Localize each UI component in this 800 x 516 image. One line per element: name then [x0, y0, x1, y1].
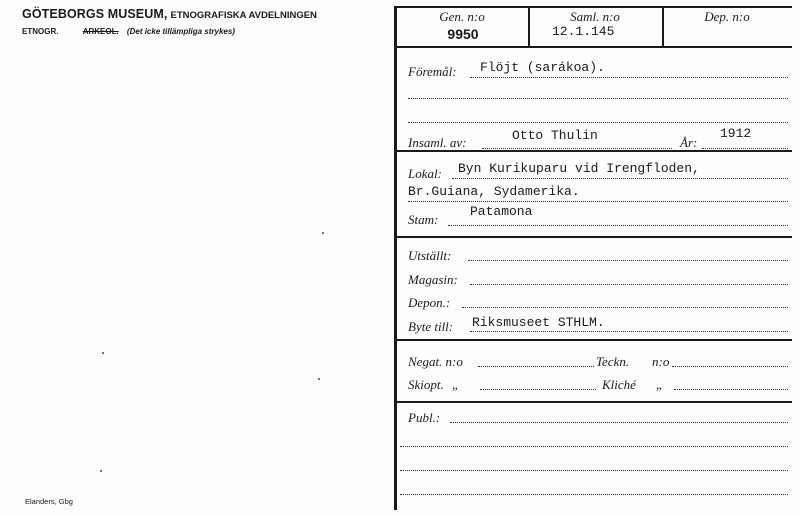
dotted-line [448, 225, 788, 226]
paper-speck [100, 470, 102, 472]
dotted-line [452, 178, 788, 179]
exhibited-label: Utställt: [408, 248, 452, 263]
form-left-border [394, 6, 397, 510]
storage-label: Magasin: [408, 272, 458, 287]
slide-ditto: „ [452, 377, 460, 392]
slide-label: Skiopt. [408, 377, 444, 392]
section-line [22, 27, 235, 36]
exchange-label: Byte till: [408, 319, 454, 334]
gen-no-value: 9950 [447, 26, 479, 42]
dotted-line [450, 422, 788, 423]
dotted-line [462, 307, 788, 308]
dotted-line [470, 331, 788, 332]
drawing-label: Teckn. [596, 354, 630, 369]
drawing-no-label: n:o [652, 354, 670, 369]
locality-value-line2: Br.Guiana, Sydamerika. [408, 184, 580, 199]
collector-value: Otto Thulin [512, 128, 598, 143]
tribe-value: Patamona [470, 204, 533, 219]
rule-exchange [396, 339, 792, 341]
rule-images [396, 401, 792, 403]
cliche-label: Kliché [602, 377, 636, 392]
object-value: Flöjt (sarákoa). [480, 60, 605, 75]
paper-speck [102, 352, 104, 354]
year-label: År: [680, 135, 698, 150]
form-top-border [396, 6, 792, 8]
department-name: ETNOGRAFISKA AVDELNINGEN [170, 10, 317, 21]
dotted-line [480, 389, 596, 390]
dotted-line [674, 389, 788, 390]
dotted-line [672, 366, 788, 367]
paper-speck [322, 232, 324, 234]
dotted-line [408, 201, 788, 202]
dotted-line [408, 98, 788, 99]
exchange-value: Riksmuseet STHLM. [472, 315, 605, 330]
saml-no-label: Saml. n:o [570, 9, 620, 24]
museum-heading [22, 7, 317, 21]
dotted-line [400, 494, 788, 495]
collector-label: Insaml. av: [408, 135, 467, 150]
dotted-line [470, 284, 788, 285]
object-label: Föremål: [408, 64, 457, 79]
dotted-line [408, 122, 788, 123]
locality-label: Lokal: [408, 166, 442, 181]
etnogr-label: ETNOGR. [22, 27, 59, 36]
cliche-ditto: „ [656, 377, 664, 392]
dotted-line [478, 366, 594, 367]
publication-label: Publ.: [408, 410, 441, 425]
tribe-label: Stam: [408, 212, 439, 227]
dotted-line [470, 77, 788, 78]
museum-name: GÖTEBORGS MUSEUM, [22, 7, 168, 21]
deposit-label: Depon.: [408, 295, 451, 310]
negative-no-label: Negat. n:o [408, 354, 463, 369]
rule-header [396, 46, 792, 48]
year-value: 1912 [720, 126, 752, 141]
arkeol-label: ARKEOL. [82, 27, 119, 36]
locality-value-line1: Byn Kurikuparu vid Irengfloden, [458, 161, 700, 176]
gen-no-label: Gen. n:o [439, 9, 485, 24]
dotted-line [400, 470, 788, 471]
paper-speck [318, 378, 320, 380]
dotted-line [400, 446, 788, 447]
dotted-line [702, 148, 788, 149]
dotted-line [468, 260, 788, 261]
printer-mark: Elanders, Gbg [25, 497, 73, 506]
strike-note: (Det icke tillämpliga strykes) [126, 27, 235, 36]
rule-tribe [396, 236, 792, 238]
dep-no-label: Dep. n:o [704, 9, 750, 24]
saml-no-value: 12.1.145 [552, 24, 615, 39]
dotted-line [482, 148, 672, 149]
